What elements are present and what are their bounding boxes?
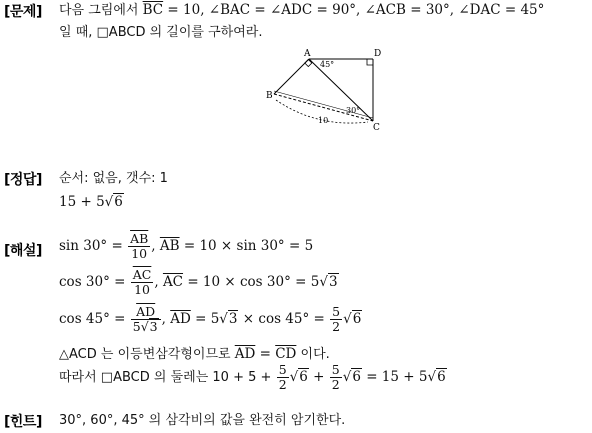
answer-value (59, 193, 124, 211)
sqrt-symbol: √ (319, 274, 328, 290)
l3-fn: cos 45° = (59, 311, 126, 327)
radicand: 3 (149, 319, 158, 334)
l3-mid: = 5 (190, 311, 220, 327)
l5-pre: 따라서 □ABCD 의 둘레는 10 + 5 + (59, 370, 272, 385)
label-length-10: 10 (318, 116, 329, 125)
problem-line-2: 일 때, □ABCD 의 길이를 구하여라. (59, 25, 263, 40)
sqrt-symbol: √ (219, 311, 228, 327)
frac-num: 5 (332, 304, 341, 319)
l3-rest: × cos 45° = (238, 311, 325, 327)
answer-order: 순서: 없음, 갯수: 1 (59, 171, 168, 186)
l4-eq: = (255, 346, 276, 362)
frac-den: 2 (331, 377, 340, 392)
radicand: 3 (228, 311, 238, 327)
l1-rest: = 10 × sin 30° = 5 (179, 238, 314, 254)
hint-text: 30°, 60°, 45° 의 삼각비의 값을 완전히 암기한다. (59, 413, 346, 428)
fraction-ac-over-10 (131, 268, 154, 297)
segment-ac (309, 59, 373, 121)
frac-den: 2 (278, 377, 287, 392)
label-b: B (266, 91, 273, 101)
segment-ac-text: $\overline{AC}$ (162, 274, 184, 290)
segment-ab-text: $\overline{AB}$ (159, 238, 180, 254)
geometry-figure (262, 46, 392, 130)
explanation-line-4 (59, 345, 330, 364)
frac-num: 5 (331, 362, 340, 377)
radicand: 6 (299, 369, 308, 385)
explanation-line-3 (59, 305, 362, 334)
l2-rest: = 10 × cos 30° = 5 (183, 274, 320, 290)
sqrt-symbol: √ (289, 369, 299, 385)
fraction-ad-over-5sqrt3 (131, 305, 161, 334)
segment-ad-text: $\overline{AD}$ (170, 311, 191, 327)
frac-num: $\overline{AB}$ (130, 231, 149, 246)
right-angle-d (367, 59, 373, 65)
frac-num: $\overline{AC}$ (132, 267, 152, 282)
frac-den: 10 (131, 246, 148, 261)
frac-num: $\overline{AD}$ (131, 305, 161, 320)
fraction-5-over-2 (330, 305, 342, 334)
label-c: C (373, 123, 380, 130)
l4-post: 이다. (296, 347, 330, 362)
label-a: A (304, 49, 311, 59)
answer-radicand: 6 (114, 194, 123, 210)
comma: , (151, 238, 156, 254)
l5-eq: = 15 + 5 (361, 369, 428, 385)
answer-tag: [정답] (4, 172, 42, 188)
comma: , (154, 274, 159, 290)
hint-tag: [힌트] (4, 414, 42, 430)
den-coef: 5 (132, 319, 141, 334)
problem-line-1 (59, 1, 544, 20)
sqrt-symbol: √ (427, 369, 437, 385)
explanation-line-5 (59, 363, 447, 392)
explanation-tag: [해설] (4, 243, 42, 259)
fraction-5-over-2 (277, 363, 289, 392)
answer-prefix: 15 + 5 (59, 194, 105, 210)
segment-bc: $\overline{BC}$ (142, 2, 164, 18)
frac-den: 10 (134, 282, 150, 297)
frac-num: 5 (278, 362, 287, 377)
sqrt-symbol: √ (104, 194, 114, 210)
explanation-line-2 (59, 268, 339, 297)
label-angle-45: 45° (320, 60, 335, 69)
radicand: 6 (352, 311, 362, 327)
explanation-line-1 (59, 232, 313, 261)
l4-pre: △ACD 는 이등변삼각형이므로 (59, 347, 235, 362)
label-angle-30: 30° (346, 106, 361, 115)
frac-den: 5√3 (132, 319, 158, 334)
radicand: 6 (437, 369, 446, 385)
l2-fn: cos 30° = (59, 274, 126, 290)
problem-conditions: = 10, ∠BAC = ∠ADC = 90°, ∠ACB = 30°, ∠DAC = 45° (163, 2, 545, 18)
frac-den: 2 (332, 319, 341, 334)
label-d: D (374, 49, 382, 59)
problem-text: 다음 그림에서 (59, 3, 143, 18)
sqrt-symbol: √ (342, 369, 352, 385)
problem-tag: [문제] (4, 4, 42, 20)
radicand: 6 (352, 369, 361, 385)
radicand: 3 (328, 274, 338, 290)
segment-ab (274, 59, 309, 94)
fraction-5-over-2 (330, 363, 342, 392)
l1-fn: sin 30° = (59, 238, 123, 254)
plus: + (308, 369, 325, 385)
sqrt-symbol: √ (343, 311, 352, 327)
segment-ad-text: $\overline{AD}$ (234, 346, 256, 362)
fraction-ab-over-10 (128, 232, 150, 261)
comma: , (161, 311, 166, 327)
segment-cd-text: $\overline{CD}$ (275, 346, 297, 362)
